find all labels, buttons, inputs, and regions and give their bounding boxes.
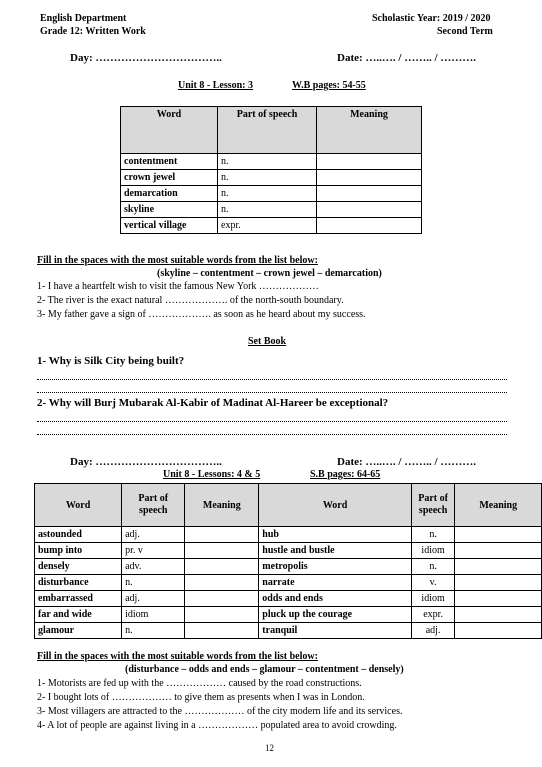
pos-cell: idiom: [122, 607, 185, 623]
word-cell: contentment: [121, 154, 218, 170]
word-cell: embarrassed: [35, 591, 122, 607]
meaning-cell[interactable]: [455, 559, 542, 575]
word-cell: bump into: [35, 543, 122, 559]
date-line-2: Date: …..…. / …….. / ……….: [337, 456, 477, 468]
pages-label-1: W.B pages: 54-55: [292, 80, 366, 91]
vocab-table-2: [34, 483, 542, 639]
pos-cell: adj.: [122, 527, 185, 543]
pos-cell: expr.: [411, 607, 455, 623]
answer-line[interactable]: [37, 421, 507, 422]
instruction-2: Fill in the spaces with the most suitable words from the list below:: [37, 651, 318, 662]
word-cell: pluck up the courage: [259, 607, 411, 623]
grade-label: Grade 12: Written Work: [40, 26, 146, 37]
word-cell: densely: [35, 559, 122, 575]
table-row: [35, 607, 542, 623]
pos-cell: v.: [411, 575, 455, 591]
answer-line[interactable]: [37, 379, 507, 380]
word-cell: astounded: [35, 527, 122, 543]
word-cell: hustle and bustle: [259, 543, 411, 559]
pos-cell: idiom: [411, 591, 455, 607]
meaning-cell[interactable]: [185, 591, 259, 607]
header-meaning: Meaning: [185, 484, 259, 527]
table-row: [35, 559, 542, 575]
setbook-title: Set Book: [248, 336, 287, 347]
header-word: Word: [121, 107, 218, 154]
unit-title-1: Unit 8 - Lesson: 3: [178, 80, 254, 91]
instruction-1: Fill in the spaces with the most suitable words from the list below:: [37, 255, 318, 266]
pages-label-2: S.B pages: 64-65: [310, 469, 381, 480]
setbook-question-2: 2- Why will Burj Mubarak Al-Kabir of Madinat Al-Hareer be exceptional?: [37, 397, 389, 409]
department-label: English Department: [40, 13, 127, 24]
table-row: [35, 623, 542, 639]
table-row: [121, 170, 422, 186]
sentence-2-3: 3- Most villagers are attracted to the ……………… of the city modern life and its services.: [37, 706, 403, 717]
meaning-cell[interactable]: [317, 202, 422, 218]
word-list-2: (disturbance – odds and ends – glamour – contentment – densely): [125, 664, 404, 675]
pos-cell: idiom: [411, 543, 455, 559]
pos-cell: n.: [411, 559, 455, 575]
word-cell: metropolis: [259, 559, 411, 575]
table-row: [35, 527, 542, 543]
meaning-cell[interactable]: [317, 218, 422, 234]
sentence-2-1: 1- Motorists are fed up with the ……………… caused by the road constructions.: [37, 678, 362, 689]
header-part-of-speech: Part of speech: [122, 484, 185, 527]
meaning-cell[interactable]: [185, 623, 259, 639]
year-label: Scholastic Year: 2019 / 2020: [372, 13, 491, 24]
day-line-2: Day: ……………………………..: [70, 456, 222, 468]
sentence-1-1: 1- I have a heartfelt wish to visit the famous New York ………………: [37, 281, 319, 292]
meaning-cell[interactable]: [185, 527, 259, 543]
header-word: Word: [35, 484, 122, 527]
table-row: [121, 218, 422, 234]
unit-title-2: Unit 8 - Lessons: 4 & 5: [163, 469, 261, 480]
pos-cell: n.: [411, 527, 455, 543]
header-meaning: Meaning: [317, 107, 422, 154]
sentence-2-4: 4- A lot of people are against living in a ……………… populated area to avoid crowding.: [37, 720, 397, 731]
pos-cell: n.: [122, 623, 185, 639]
table-row: [35, 591, 542, 607]
table-row: [121, 202, 422, 218]
word-cell: crown jewel: [121, 170, 218, 186]
table-row: [121, 154, 422, 170]
table-row: [35, 575, 542, 591]
meaning-cell[interactable]: [185, 559, 259, 575]
sentence-1-3: 3- My father gave a sign of ………………. as soon as he heard about my success.: [37, 309, 366, 320]
pos-cell: pr. v: [122, 543, 185, 559]
meaning-cell[interactable]: [455, 591, 542, 607]
answer-line[interactable]: [37, 434, 507, 435]
meaning-cell[interactable]: [185, 607, 259, 623]
word-list-1: (skyline – contentment – crown jewel – demarcation): [157, 268, 382, 279]
pos-cell: adv.: [122, 559, 185, 575]
setbook-question-1: 1- Why is Silk City being built?: [37, 355, 185, 367]
pos-cell: n.: [122, 575, 185, 591]
word-cell: glamour: [35, 623, 122, 639]
header-meaning: Meaning: [455, 484, 542, 527]
word-cell: disturbance: [35, 575, 122, 591]
word-cell: skyline: [121, 202, 218, 218]
table-header-row: [35, 484, 542, 527]
word-cell: narrate: [259, 575, 411, 591]
table-row: [35, 543, 542, 559]
word-cell: hub: [259, 527, 411, 543]
word-cell: tranquil: [259, 623, 411, 639]
pos-cell: n.: [218, 154, 317, 170]
term-label: Second Term: [437, 26, 493, 37]
vocab-table-1: [120, 106, 422, 234]
pos-cell: n.: [218, 202, 317, 218]
word-cell: far and wide: [35, 607, 122, 623]
meaning-cell[interactable]: [317, 154, 422, 170]
sentence-1-2: 2- The river is the exact natural ………………. of the north-south boundary.: [37, 295, 344, 306]
meaning-cell[interactable]: [185, 575, 259, 591]
header-part-of-speech: Part of speech: [218, 107, 317, 154]
word-cell: demarcation: [121, 186, 218, 202]
pos-cell: adj.: [411, 623, 455, 639]
pos-cell: n.: [218, 186, 317, 202]
header-part-of-speech: Part of speech: [411, 484, 455, 527]
sentence-2-2: 2- I bought lots of ……………… to give them as presents when I was in London.: [37, 692, 365, 703]
table-header-row: [121, 107, 422, 154]
header-word: Word: [259, 484, 411, 527]
word-cell: odds and ends: [259, 591, 411, 607]
pos-cell: adj.: [122, 591, 185, 607]
meaning-cell[interactable]: [455, 575, 542, 591]
page-number: 12: [265, 743, 274, 753]
meaning-cell[interactable]: [317, 170, 422, 186]
meaning-cell[interactable]: [185, 543, 259, 559]
table-row: [121, 186, 422, 202]
meaning-cell[interactable]: [455, 527, 542, 543]
word-cell: vertical village: [121, 218, 218, 234]
meaning-cell[interactable]: [455, 623, 542, 639]
meaning-cell[interactable]: [455, 543, 542, 559]
day-line-1: Day: ……………………………..: [70, 52, 222, 64]
meaning-cell[interactable]: [455, 607, 542, 623]
meaning-cell[interactable]: [317, 186, 422, 202]
answer-line[interactable]: [37, 392, 507, 393]
date-line-1: Date: …..…. / …….. / ……….: [337, 52, 477, 64]
pos-cell: expr.: [218, 218, 317, 234]
pos-cell: n.: [218, 170, 317, 186]
